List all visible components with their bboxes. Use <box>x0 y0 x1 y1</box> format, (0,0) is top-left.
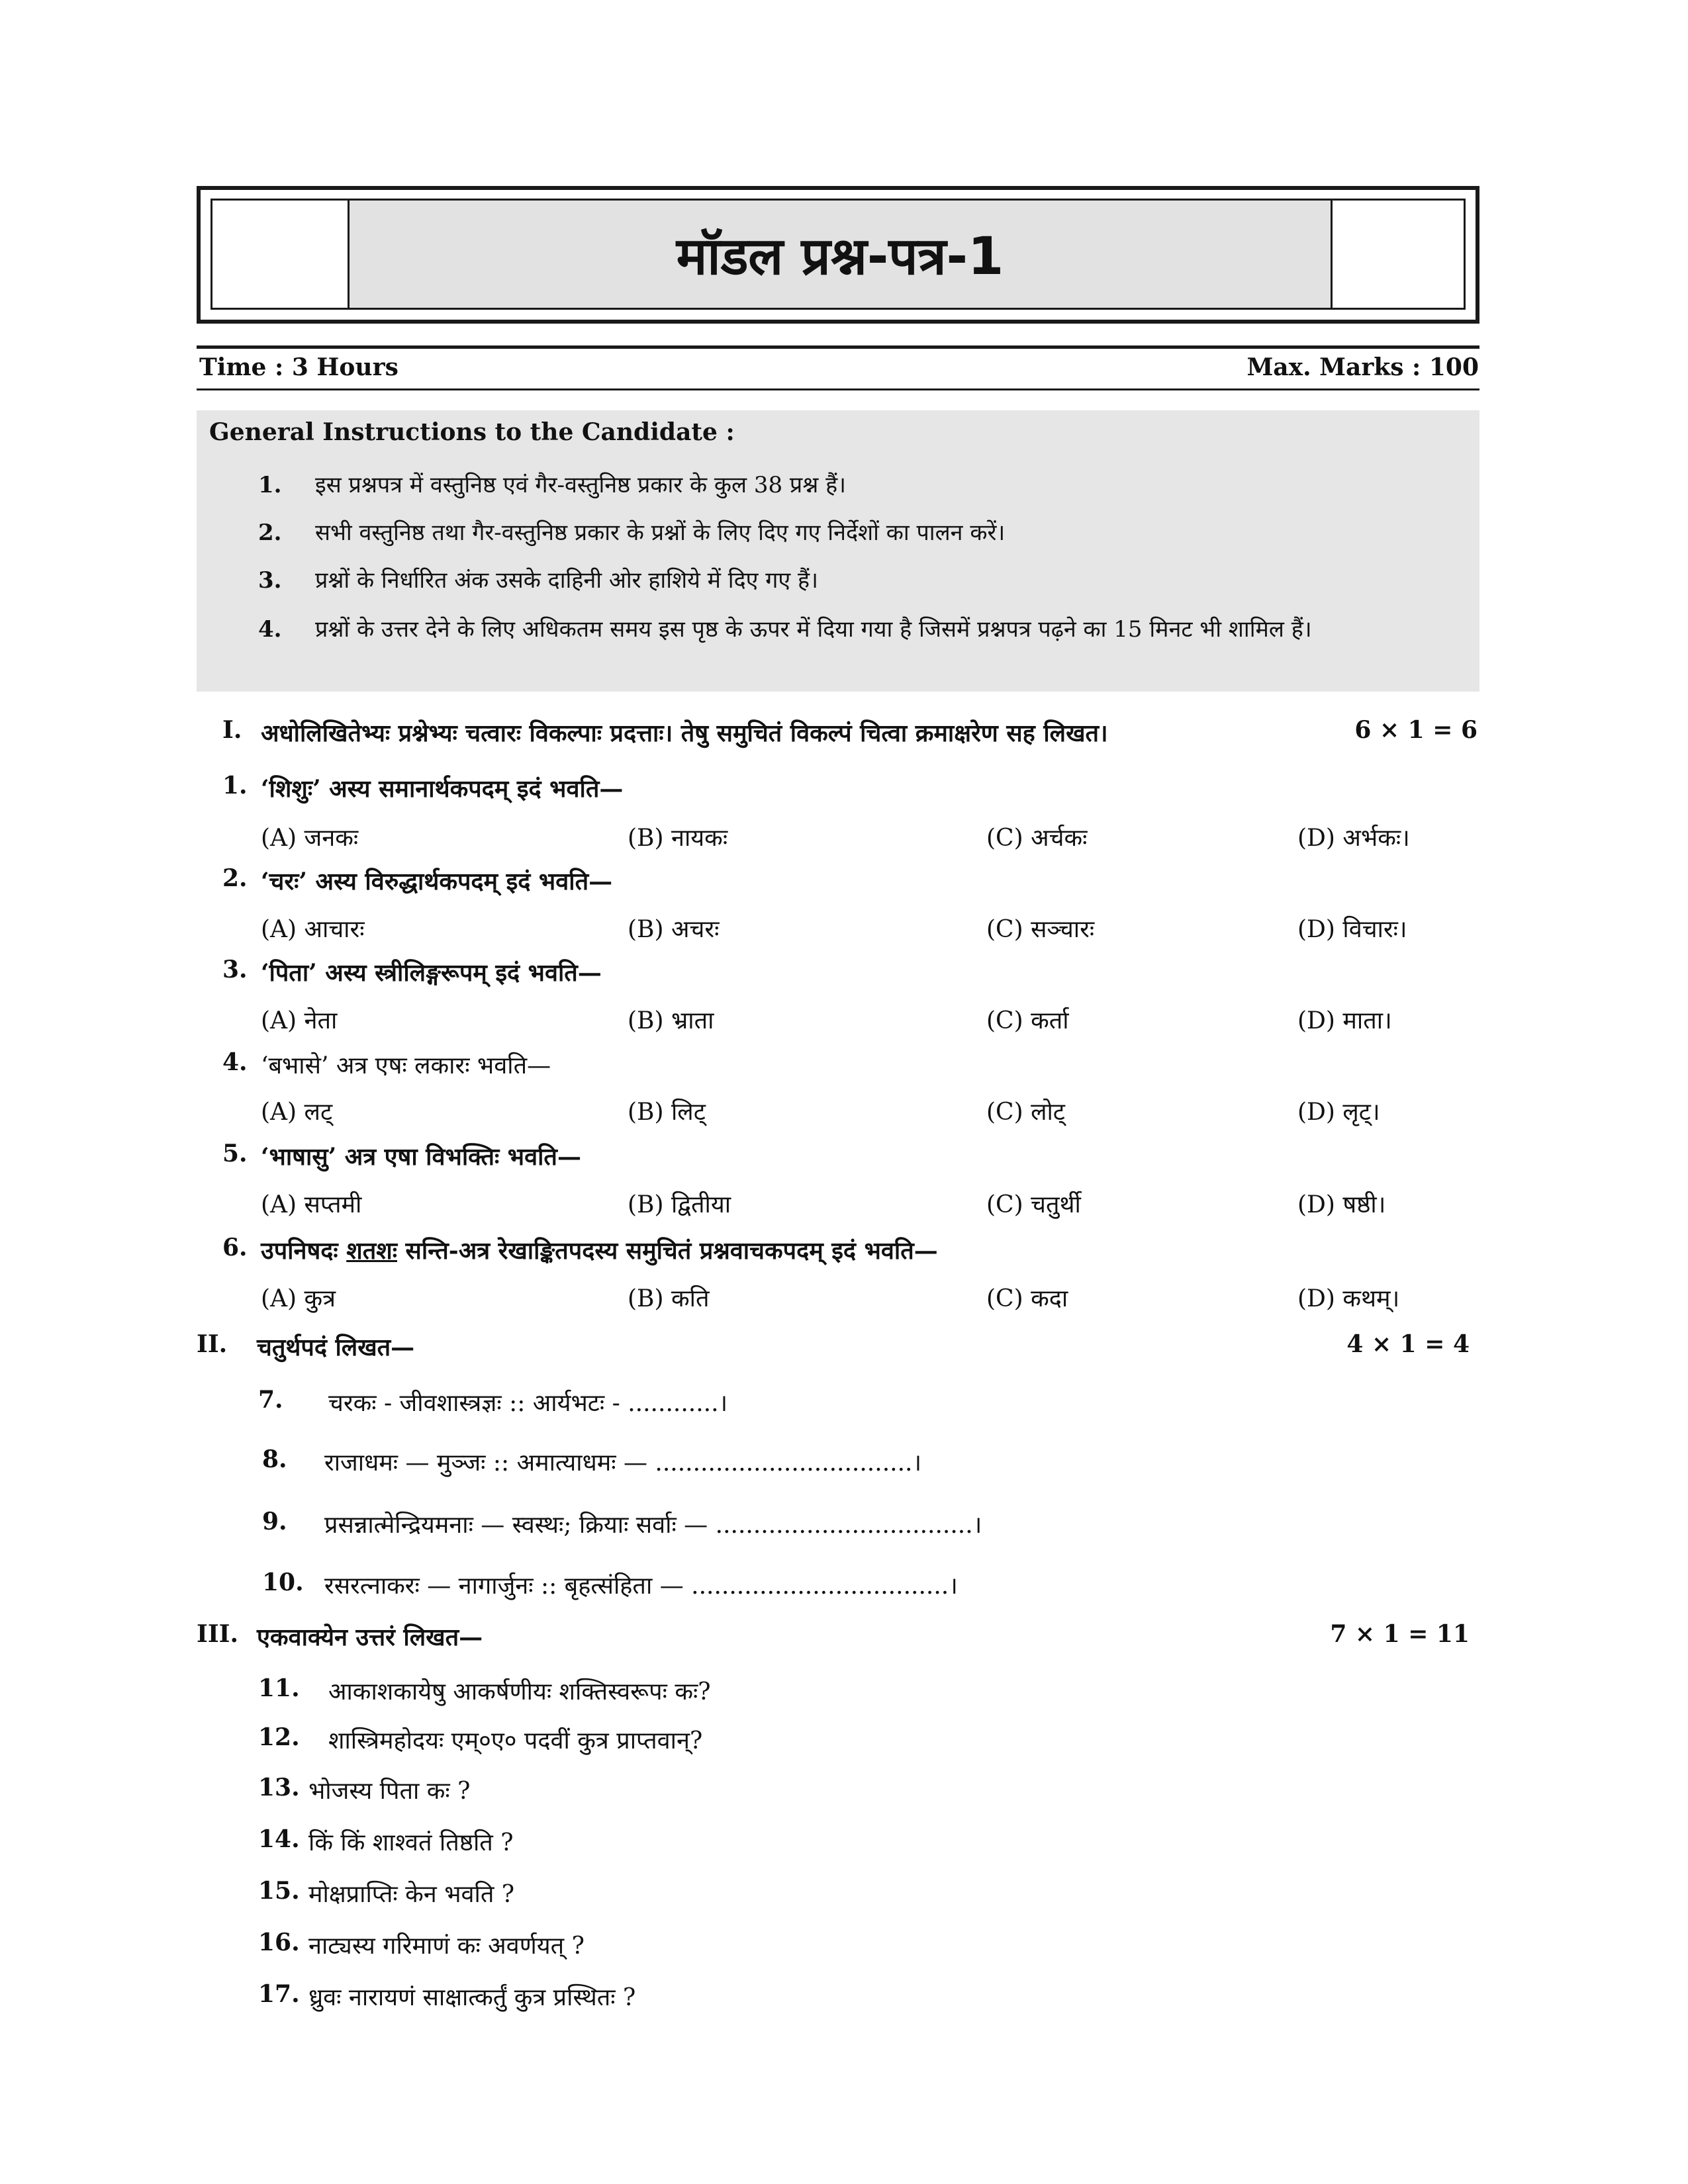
option-a: (A) लट् <box>261 1099 333 1126</box>
question-number: 12. <box>258 1723 300 1751</box>
option-d: (D) षष्ठी। <box>1297 1191 1386 1218</box>
option-c: (C) अर्चकः <box>986 825 1088 852</box>
question-number: 16. <box>258 1929 300 1956</box>
option-c: (C) लोट् <box>986 1099 1065 1126</box>
section-marks: 7 × 1 = 11 <box>1330 1620 1470 1648</box>
question-number: 17. <box>258 1980 300 2008</box>
time-label: Time : 3 Hours <box>199 353 399 381</box>
question-text: आकाशकायेषु आकर्षणीयः शक्तिस्वरूपः कः? <box>328 1678 711 1706</box>
question <box>258 1386 1450 1419</box>
instructions-heading: General Instructions to the Candidate : <box>209 418 735 446</box>
title-left-cell <box>211 199 350 310</box>
instruction-number: 3. <box>258 567 282 594</box>
option-c: (C) सञ्चारः <box>986 916 1095 943</box>
option-d: (D) कथम्। <box>1297 1285 1400 1312</box>
question-text: ‘भाषासु’ अत्र एषा विभक्तिः भवति— <box>261 1143 581 1171</box>
question-number: 9. <box>262 1508 287 1535</box>
question-text: प्रसन्नात्मेन्द्रियमनाः — स्वस्थः; क्रियाः सर्वाः — ..................................। <box>324 1512 982 1539</box>
question-text: राजाधमः — मुञ्जः :: अमात्याधमः — ..................................। <box>324 1449 922 1477</box>
option-a: (A) कुत्र <box>261 1285 336 1312</box>
instruction-text: प्रश्नों के निर्धारित अंक उसके दाहिनी ओर हाशिये में दिए गए हैं। <box>315 567 818 594</box>
section-number: III. <box>197 1620 239 1648</box>
option-b: (B) लिट् <box>628 1099 706 1126</box>
option-b: (B) कति <box>628 1285 710 1312</box>
title-right-cell <box>1331 199 1466 310</box>
instruction-text: इस प्रश्नपत्र में वस्तुनिष्ठ एवं गैर-वस्तुनिष्ठ प्रकार के कुल 38 प्रश्न हैं। <box>315 472 847 498</box>
question <box>222 1140 1467 1173</box>
option-a: (A) सप्तमी <box>261 1191 362 1218</box>
instruction-number: 4. <box>258 616 282 643</box>
question-number: 11. <box>258 1674 300 1702</box>
question <box>258 1980 1450 2013</box>
section-heading: एकवाक्येन उत्तरं लिखत— <box>257 1623 483 1651</box>
option-d: (D) माता। <box>1297 1007 1392 1034</box>
question <box>222 772 1467 805</box>
option-b: (B) अचरः <box>628 916 720 943</box>
question-text: किं किं शाश्वतं तिष्ठति ? <box>308 1829 514 1856</box>
question-number: 4. <box>222 1048 248 1076</box>
question <box>222 1234 1467 1267</box>
question-number: 6. <box>222 1234 248 1261</box>
option-a: (A) जनकः <box>261 825 359 852</box>
question <box>262 1445 1454 1479</box>
question-number: 14. <box>258 1825 300 1853</box>
question <box>258 1774 1450 1807</box>
instruction-text: सभी वस्तुनिष्ठ तथा गैर-वस्तुनिष्ठ प्रकार के प्रश्नों के लिए दिए गए निर्देशों का पालन करें। <box>315 520 1006 546</box>
question-number: 3. <box>222 956 248 983</box>
instruction-number: 1. <box>258 472 282 498</box>
question-text: चरकः - जीवशास्त्रज्ञः :: आर्यभटः - ............। <box>328 1390 728 1417</box>
section-heading: चतुर्थपदं लिखत— <box>257 1334 415 1361</box>
divider-top <box>197 345 1479 349</box>
section-number: I. <box>222 716 242 744</box>
divider-bottom <box>197 388 1479 390</box>
max-marks-label: Max. Marks : 100 <box>1246 353 1479 381</box>
question-text-pre: उपनिषदः <box>261 1237 347 1265</box>
option-a: (A) नेता <box>261 1007 338 1034</box>
option-c: (C) चतुर्थी <box>986 1191 1081 1218</box>
question-number: 8. <box>262 1445 287 1473</box>
question-text: ‘पिता’ अस्य स्त्रीलिङ्गरूपम् इदं भवति— <box>261 959 602 987</box>
section-marks: 4 × 1 = 4 <box>1346 1330 1470 1358</box>
option-a: (A) आचारः <box>261 916 365 943</box>
option-d: (D) अर्भकः। <box>1297 825 1410 852</box>
question-number: 2. <box>222 864 248 892</box>
instruction-number: 2. <box>258 520 282 546</box>
question <box>258 1723 1450 1756</box>
question-text: ध्रुवः नारायणं साक्षात्कर्तुं कुत्र प्रस्थितः ? <box>308 1984 636 2011</box>
question-text: रसरत्नाकरः — नागार्जुनः :: बृहत्संहिता — ..................................। <box>324 1572 958 1600</box>
question-number: 1. <box>222 772 248 799</box>
question-text: मोक्षप्राप्तिः केन भवति ? <box>308 1881 515 1908</box>
option-d: (D) विचारः। <box>1297 916 1407 943</box>
section-heading: अधोलिखितेभ्यः प्रश्नेभ्यः चत्वारः विकल्पाः प्रदत्ताः। तेषु समुचितं विकल्पं चित्वा क्रमाक्षरेण सह लिखत। <box>261 719 1108 747</box>
question <box>258 1877 1450 1910</box>
question-text: ‘बभासे’ अत्र एषः लकारः भवति— <box>261 1052 551 1079</box>
question <box>262 1508 1454 1541</box>
question <box>258 1674 1450 1707</box>
section-marks: 6 × 1 = 6 <box>1354 716 1477 744</box>
question <box>222 864 1467 897</box>
question-number: 5. <box>222 1140 248 1167</box>
question-text: भोजस्य पिता कः ? <box>308 1778 471 1805</box>
question-text-post: सन्ति-अत्र रेखाङ्कितपदस्य समुचितं प्रश्नवाचकपदम् इदं भवति— <box>397 1237 938 1265</box>
question <box>258 1825 1450 1858</box>
question <box>222 1048 1467 1081</box>
underlined-word: शतशः <box>346 1237 397 1265</box>
section-number: II. <box>197 1330 228 1358</box>
question-text: ‘शिशुः’ अस्य समानार्थकपदम् इदं भवति— <box>261 775 624 803</box>
question-text <box>261 1234 938 1266</box>
page-title: मॉडल प्रश्न-पत्र-1 <box>676 227 1004 287</box>
instruction-text: प्रश्नों के उत्तर देने के लिए अधिकतम समय इस पृष्ठ के ऊपर में दिया गया है जिसमें प्रश्नपत्र पढ़ने का 15 मिनट भी शामिल हैं। <box>315 616 1312 643</box>
question <box>222 956 1467 989</box>
question <box>262 1569 1454 1602</box>
question-text: ‘चरः’ अस्य विरुद्धार्थकपदम् इदं भवति— <box>261 868 613 895</box>
question-number: 13. <box>258 1774 300 1801</box>
question-number: 7. <box>258 1386 283 1414</box>
question-text: नाट्यस्य गरिमाणं कः अवर्णयत् ? <box>308 1933 585 1960</box>
question-number: 15. <box>258 1877 300 1905</box>
option-b: (B) नायकः <box>628 825 728 852</box>
question-text: शास्त्रिमहोदयः एम्०ए० पदवीं कुत्र प्राप्तवान्? <box>328 1727 703 1754</box>
option-b: (B) भ्राता <box>628 1007 714 1034</box>
option-d: (D) लृट्। <box>1297 1099 1380 1126</box>
question-number: 10. <box>262 1569 304 1596</box>
option-c: (C) कर्ता <box>986 1007 1069 1034</box>
option-b: (B) द्वितीया <box>628 1191 731 1218</box>
question <box>258 1929 1450 1962</box>
option-c: (C) कदा <box>986 1285 1068 1312</box>
